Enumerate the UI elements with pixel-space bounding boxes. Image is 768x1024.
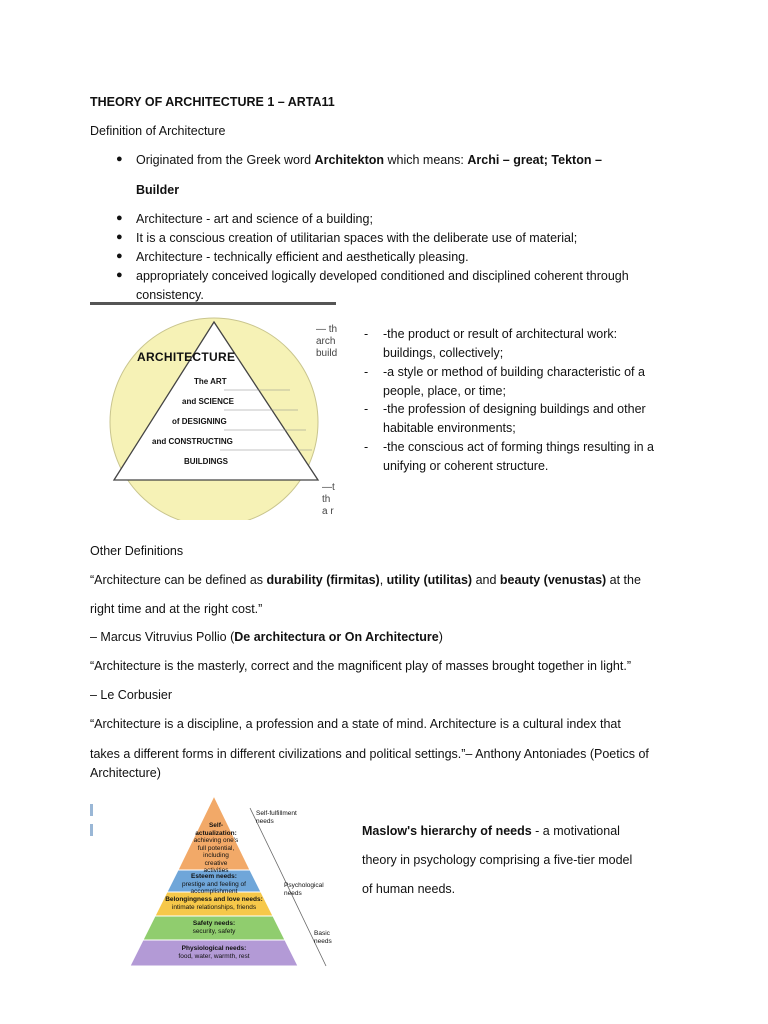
side-label-line: needs — [256, 818, 274, 825]
bullet-text: which means: — [384, 153, 468, 167]
bullet-bold-term: Architekton — [314, 153, 384, 167]
meaning-item-line: habitable environments; — [383, 421, 516, 435]
diagram-label-science: and SCIENCE — [182, 397, 235, 406]
quote-corbusier: “Architecture is the masterly, correct and the magnificent play of masses brought together in light.” — [90, 659, 631, 673]
quote-antoniades-line1: “Architecture is a discipline, a profession and a state of mind. Architecture is a cultural index that — [90, 717, 621, 731]
scan-strip — [90, 302, 336, 305]
meaning-item-line: buildings, collectively; — [383, 346, 504, 360]
attribution-bold-title: De architectura or On Architecture — [234, 630, 439, 644]
section-heading-definition: Definition of Architecture — [90, 124, 226, 138]
quote-vitruvius-line2: right time and at the right cost.” — [90, 602, 263, 616]
maslow-side-label-basic — [314, 930, 332, 946]
architecture-diagram-graphic — [90, 302, 336, 520]
maslow-pyramid-figure — [90, 794, 330, 970]
tier-desc: activities — [203, 867, 229, 874]
side-label-line: needs — [314, 938, 332, 945]
document-title: THEORY OF ARCHITECTURE 1 – ARTA11 — [90, 95, 335, 109]
quote-text: , — [379, 573, 387, 587]
tier-desc: intimate relationships, friends — [171, 903, 257, 911]
maslow-tier-label-safety — [156, 920, 272, 935]
meaning-item-line: -the product or result of architectural work: — [383, 327, 618, 341]
tier-desc: food, water, warmth, rest — [178, 952, 250, 960]
tier-name: Physiological needs: — [181, 945, 247, 952]
diagram-edge-text-top — [316, 324, 337, 360]
maslow-term: Maslow's hierarchy of needs — [362, 824, 532, 838]
bullet-marker: ● — [116, 212, 123, 224]
side-label-line: Basic — [314, 930, 330, 937]
quote-text: “Architecture can be defined as — [90, 573, 267, 587]
quote-bold-term: utility (utilitas) — [386, 573, 473, 587]
tier-desc: security, safety — [192, 927, 236, 935]
bullet-marker: ● — [116, 153, 123, 165]
bullet-item: Architecture - technically efficient and aesthetically pleasing. — [136, 250, 469, 264]
tier-desc: full potential, — [197, 844, 235, 852]
maslow-side-label-self — [256, 810, 297, 826]
bullet-item-origin-continuation: Builder — [136, 183, 180, 197]
scan-mark — [90, 804, 93, 816]
quote-antoniades-line2: takes a different forms in different civilizations and political settings.”– Anthony Antoniades (Poetics of — [90, 747, 649, 761]
edge-text-line: —t — [322, 482, 335, 493]
diagram-edge-text-bottom — [322, 482, 335, 518]
section-heading-other: Other Definitions — [90, 544, 184, 558]
edge-text-line: build — [316, 348, 338, 359]
side-label-line: needs — [284, 890, 302, 897]
maslow-tier-label-belonging — [156, 896, 272, 911]
dash-marker: - — [364, 440, 369, 454]
bullet-item-origin — [136, 152, 602, 168]
quote-antoniades-line3: Architecture) — [90, 766, 161, 780]
maslow-tier-label-esteem — [168, 873, 260, 896]
quote-vitruvius-line1 — [90, 572, 641, 588]
maslow-description-line1 — [362, 823, 620, 839]
quote-bold-term: beauty (venustas) — [499, 573, 607, 587]
bullet-bold-term: Archi – great; Tekton – — [467, 153, 602, 167]
maslow-description-line3: of human needs. — [362, 882, 456, 896]
bullet-marker: ● — [116, 250, 123, 262]
maslow-side-label-psychological — [284, 882, 324, 898]
maslow-tier-label-self — [192, 822, 240, 875]
quote-vitruvius-attribution — [90, 629, 443, 645]
bullet-item: It is a conscious creation of utilitarian spaces with the deliberate use of material; — [136, 231, 578, 245]
tier-name: Self-actualization: — [195, 822, 237, 837]
scan-mark — [90, 824, 93, 836]
quote-corbusier-attribution: – Le Corbusier — [90, 688, 172, 702]
quote-text: at the — [606, 573, 641, 587]
dash-marker: - — [364, 327, 369, 341]
tier-name: Esteem needs: — [191, 873, 237, 880]
bullet-marker: ● — [116, 269, 123, 281]
diagram-label-constructing: and CONSTRUCTING — [152, 437, 233, 446]
diagram-label-designing: of DESIGNING — [172, 417, 227, 426]
attribution-text: – Marcus Vitruvius Pollio ( — [90, 630, 235, 644]
bullet-text: Originated from the Greek word — [136, 153, 315, 167]
tier-name: Safety needs: — [192, 920, 236, 927]
quote-text: and — [472, 573, 500, 587]
edge-text-line: arch — [316, 336, 336, 347]
tier-desc: achieving one's — [193, 837, 239, 844]
meaning-item-line: -the profession of designing buildings and other — [383, 402, 646, 416]
edge-text-line: a r — [322, 506, 334, 517]
dash-marker: - — [364, 365, 369, 379]
architecture-diagram — [90, 302, 336, 520]
dash-marker: - — [364, 402, 369, 416]
edge-text-line: th — [322, 494, 331, 505]
maslow-tier-label-physiological — [144, 945, 284, 960]
edge-text-line: — th — [316, 324, 338, 335]
meaning-item-line: people, place, or time; — [383, 384, 506, 398]
maslow-description-line2: theory in psychology comprising a five-tier model — [362, 853, 633, 867]
meaning-item-line: -a style or method of building characteristic of a — [383, 365, 645, 379]
bullet-marker: ● — [116, 231, 123, 243]
diagram-heading: ARCHITECTURE — [137, 350, 236, 364]
bullet-item: Architecture - art and science of a building; — [136, 212, 373, 226]
bullet-item: appropriately conceived logically developed conditioned and disciplined coherent through — [136, 269, 629, 283]
meaning-item-line: -the conscious act of forming things resulting in a — [383, 440, 654, 454]
quote-bold-term: durability (firmitas) — [266, 573, 380, 587]
tier-desc: including creative — [203, 852, 229, 867]
maslow-text: - a motivational — [531, 824, 620, 838]
tier-desc: prestige and feeling of accomplishment — [182, 880, 246, 895]
diagram-label-art: The ART — [194, 377, 227, 386]
meaning-item-line: unifying or coherent structure. — [383, 459, 549, 473]
side-label-line: Self-fulfillment — [256, 810, 297, 817]
attribution-text: ) — [438, 630, 443, 644]
side-label-line: Psychological — [284, 882, 324, 889]
diagram-label-buildings: BUILDINGS — [184, 457, 228, 466]
bullet-item-continuation: consistency. — [136, 288, 204, 302]
tier-name: Belongingness and love needs: — [165, 896, 263, 903]
